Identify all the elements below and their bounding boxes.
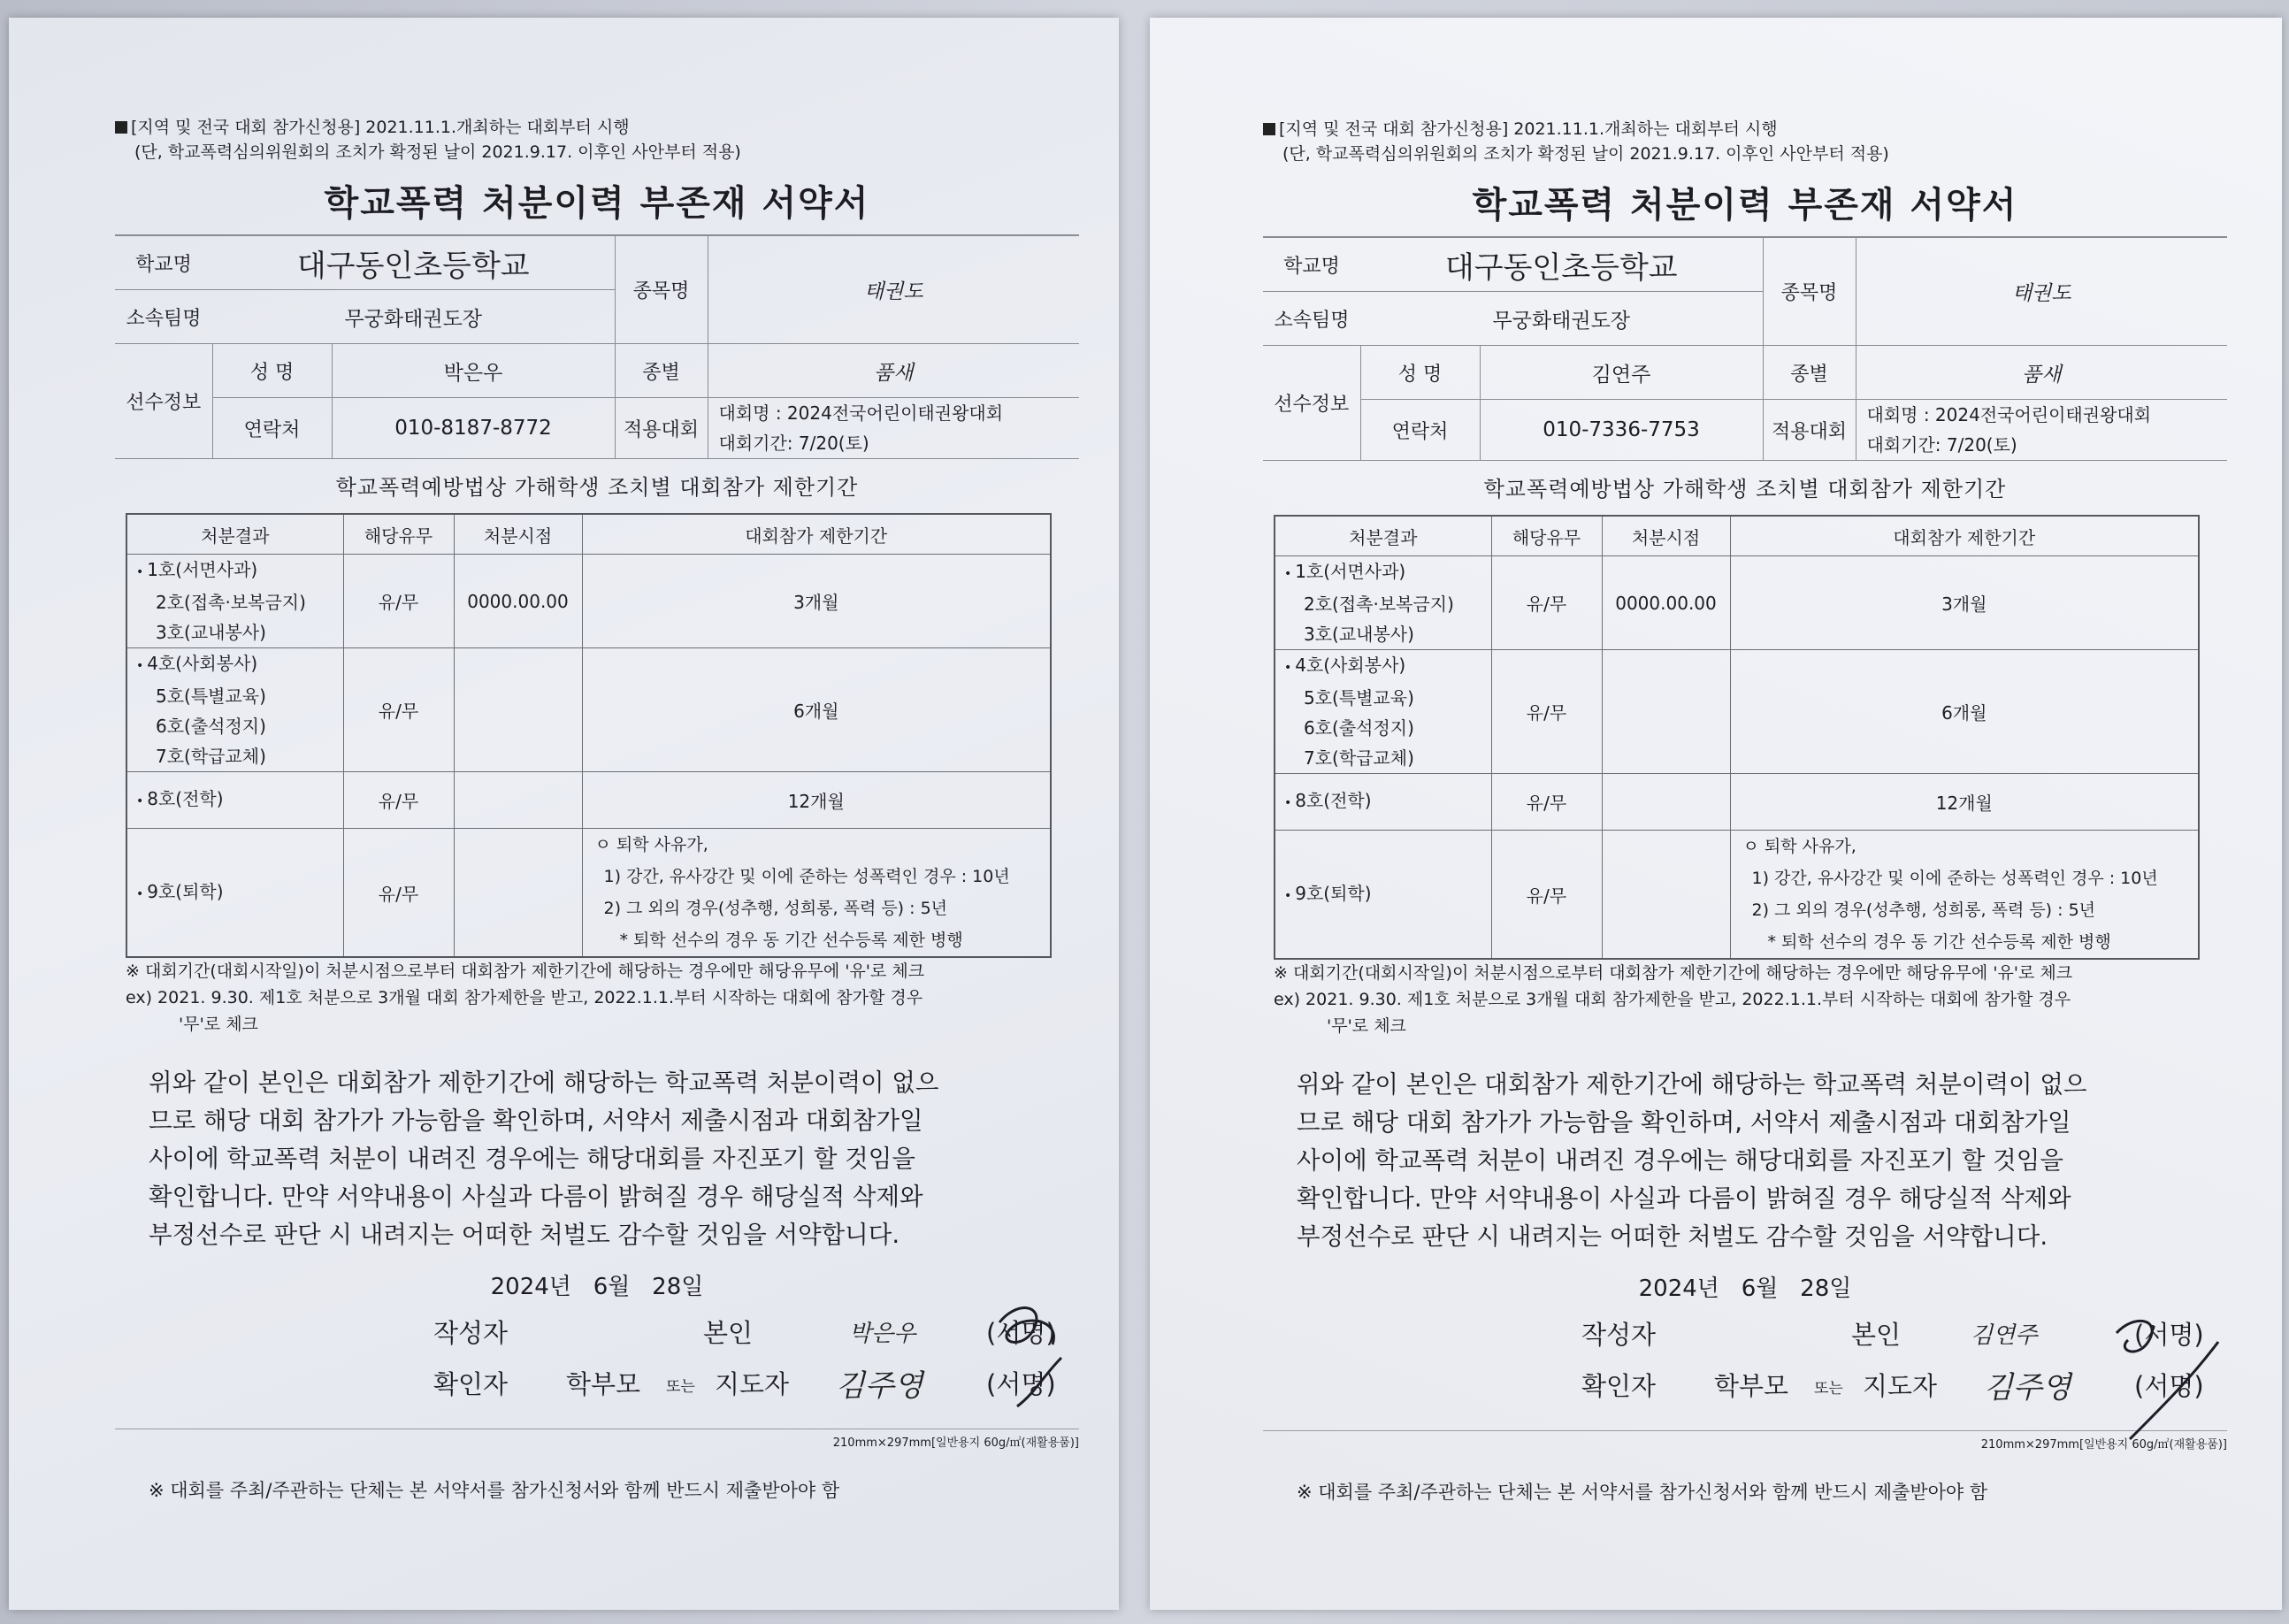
label-name: 성 명 bbox=[212, 344, 332, 398]
result-cell: • 8호(전학) bbox=[1275, 774, 1491, 831]
school-name: 대구동인초등학교 bbox=[1360, 237, 1763, 292]
yes-no-cell: 유/무 bbox=[1491, 556, 1602, 650]
date-cell bbox=[454, 829, 582, 958]
meet-period: 대회기간: 7/20(토) bbox=[718, 433, 869, 454]
info-table bbox=[115, 234, 1079, 459]
result-cell: • 1호(서면사과) 2호(접촉·보복금지) 3호(교내봉사) bbox=[126, 555, 343, 648]
label-contact: 연락처 bbox=[1360, 400, 1480, 461]
meet-info bbox=[708, 398, 1079, 459]
seal-mark-coach: (서명) bbox=[2134, 1371, 2204, 1401]
yes-no-cell: 유/무 bbox=[1491, 774, 1602, 831]
yes-no-cell: 유/무 bbox=[1491, 831, 1602, 960]
date-cell: 0000.00.00 bbox=[454, 555, 582, 648]
pledge-text: 위와 같이 본인은 대회참가 제한기간에 해당하는 학교폭력 처분이력이 없으 므로 해당 대회 참가가 가능함을 확인하며, 서약서 제출시점과 대회참가일 사이에 학교폭력 처분이 내려진 경우에는 해당대회를 자진포기 할 것임을 확인합니다. 만약 서약내용이 사실과 다름이 밝혀질 경우 해당실적 삭제와 부정선수로 판단 시 내려지는 어떠한 처벌도 감수할 것임을 서약합니다. bbox=[149, 1069, 939, 1249]
limit-cell: 3개월 bbox=[1730, 556, 2199, 650]
result-cell: • 8호(전학) bbox=[126, 772, 343, 829]
limit-cell: 3개월 bbox=[582, 555, 1051, 648]
pledge-text: 위와 같이 본인은 대회참가 제한기간에 해당하는 학교폭력 처분이력이 없으 므로 해당 대회 참가가 가능함을 확인하며, 서약서 제출시점과 대회참가일 사이에 학교폭력 처분이 내려진 경우에는 해당대회를 자진포기 할 것임을 확인합니다. 만약 서약내용이 사실과 다름이 밝혀질 경우 해당실적 삭제와 부정선수로 판단 시 내려지는 어떠한 처벌도 감수할 것임을 서약합니다. bbox=[1297, 1070, 2087, 1251]
label-applied-meet: 적용대회 bbox=[1763, 400, 1856, 461]
yes-no-cell: 유/무 bbox=[343, 772, 454, 829]
table-row bbox=[126, 555, 1051, 648]
handwritten-self-name: 김연주 bbox=[1971, 1322, 2038, 1349]
footer-note: ※ 대회를 주최/주관하는 단체는 본 서약서를 참가신청서와 함께 반드시 제출받아야 함 bbox=[1297, 1482, 1988, 1503]
label-event: 종목명 bbox=[1763, 237, 1856, 346]
label-or: 또는 bbox=[1814, 1380, 1843, 1398]
label-player-info: 선수정보 bbox=[1263, 346, 1360, 461]
paper-spec: 210mm×297mm[일반용지 60g/㎡(재활용품)] bbox=[115, 1429, 1079, 1450]
seal-mark-self: (서명) bbox=[986, 1318, 1056, 1348]
paper-spec: 210mm×297mm[일반용지 60g/㎡(재활용품)] bbox=[1263, 1430, 2227, 1452]
restriction-subtitle: 학교폭력예방법상 가해학생 조치별 대회참가 제한기간 bbox=[335, 475, 859, 500]
team-name: 무궁화태권도장 bbox=[212, 290, 615, 344]
col-header-result: 처분결과 bbox=[126, 514, 343, 555]
table-row bbox=[1275, 831, 2199, 960]
handwritten-coach-name: 김주영 bbox=[1984, 1370, 2071, 1406]
label-coach: 지도자 bbox=[715, 1369, 790, 1399]
date-cell bbox=[1602, 774, 1730, 831]
category-value: 품새 bbox=[708, 344, 1079, 398]
table-row bbox=[1275, 650, 2199, 774]
discipline-table bbox=[126, 513, 1052, 958]
seal-mark-coach: (서명) bbox=[986, 1369, 1056, 1399]
label-coach: 지도자 bbox=[1863, 1371, 1938, 1401]
yes-no-cell: 유/무 bbox=[343, 829, 454, 958]
category-value: 품새 bbox=[1856, 346, 2227, 400]
table-row bbox=[126, 772, 1051, 829]
pledge-form-left bbox=[9, 18, 1119, 1610]
label-name: 성 명 bbox=[1360, 346, 1480, 400]
date-cell bbox=[1602, 650, 1730, 774]
limit-cell: 6개월 bbox=[1730, 650, 2199, 774]
handwritten-self-name: 박은우 bbox=[849, 1321, 916, 1347]
restriction-subtitle: 학교폭력예방법상 가해학생 조치별 대회참가 제한기간 bbox=[1483, 477, 2007, 502]
label-team: 소속팀명 bbox=[1263, 292, 1360, 346]
limit-detail-cell: ㅇ 퇴학 사유가, 1) 강간, 유사강간 및 이에 준하는 성폭력인 경우 : 10년 2) 그 외의 경우(성추행, 성희롱, 폭력 등) : 5년 * 퇴학 선수의 경우 동 기간 선수등록 제한 병행 bbox=[582, 829, 1051, 958]
label-school: 학교명 bbox=[1263, 237, 1360, 292]
meet-name: 대회명 : 2024전국어린이태권왕대회 bbox=[1866, 404, 2152, 425]
limit-cell: 6개월 bbox=[582, 648, 1051, 772]
result-cell: • 9호(퇴학) bbox=[126, 829, 343, 958]
label-writer: 작성자 bbox=[1581, 1320, 1657, 1350]
signature-scribble-icon bbox=[2094, 1306, 2227, 1457]
result-cell: • 4호(사회봉사) 5호(특별교육) 6호(출석정지) 7호(학급교체) bbox=[1275, 650, 1491, 774]
label-applied-meet: 적용대회 bbox=[615, 398, 708, 459]
yes-no-cell: 유/무 bbox=[1491, 650, 1602, 774]
table-row bbox=[1275, 556, 2199, 650]
player-name: 김연주 bbox=[1480, 346, 1763, 400]
handwritten-coach-name: 김주영 bbox=[836, 1368, 923, 1404]
square-bullet-icon bbox=[1263, 123, 1275, 135]
info-table bbox=[1263, 236, 2227, 461]
player-name: 박은우 bbox=[332, 344, 615, 398]
team-name: 무궁화태권도장 bbox=[1360, 292, 1763, 346]
sign-date: 2024년 6월 28일 bbox=[1638, 1275, 1852, 1302]
label-event: 종목명 bbox=[615, 235, 708, 344]
label-category: 종별 bbox=[615, 344, 708, 398]
limit-cell: 12개월 bbox=[1730, 774, 2199, 831]
table-row bbox=[1275, 774, 2199, 831]
label-or: 또는 bbox=[666, 1378, 695, 1396]
document-title: 학교폭력 처분이력 부존재 서약서 bbox=[324, 183, 870, 224]
label-self: 본인 bbox=[703, 1318, 754, 1348]
label-player-info: 선수정보 bbox=[115, 344, 212, 459]
table-row bbox=[126, 648, 1051, 772]
signature-area bbox=[115, 1314, 1079, 1420]
seal-mark-self: (서명) bbox=[2134, 1320, 2204, 1350]
event-value: 태권도 bbox=[1856, 237, 2227, 346]
label-team: 소속팀명 bbox=[115, 290, 212, 344]
col-header-limit: 대회참가 제한기간 bbox=[582, 514, 1051, 555]
table-row bbox=[126, 829, 1051, 958]
result-cell: • 4호(사회봉사) 5호(특별교육) 6호(출석정지) 7호(학급교체) bbox=[126, 648, 343, 772]
result-cell: • 1호(서면사과) 2호(접촉·보복금지) 3호(교내봉사) bbox=[1275, 556, 1491, 650]
label-school: 학교명 bbox=[115, 235, 212, 290]
label-writer: 작성자 bbox=[433, 1318, 509, 1348]
col-header-date: 처분시점 bbox=[454, 514, 582, 555]
date-cell bbox=[454, 648, 582, 772]
col-header-limit: 대회참가 제한기간 bbox=[1730, 516, 2199, 556]
signature-scribble-icon bbox=[982, 1296, 1088, 1420]
date-cell: 0000.00.00 bbox=[1602, 556, 1730, 650]
school-name: 대구동인초등학교 bbox=[212, 235, 615, 290]
label-parent: 학부모 bbox=[1714, 1371, 1789, 1401]
notes: ※ 대회기간(대회시작일)이 처분시점으로부터 대회참가 제한기간에 해당하는 경우에만 해당유무에 '유'로 체크 ex) 2021. 9.30. 제1호 처분으로 3개월 대회 참가제한을 받고, 2022.1.1.부터 시작하는 대회에 참가할 경우 '무'로 체크 bbox=[1274, 963, 2073, 1036]
square-bullet-icon bbox=[115, 121, 127, 134]
header-line-1: [지역 및 전국 대회 참가신청용] 2021.11.1.개최하는 대회부터 시행 bbox=[1263, 117, 2227, 142]
col-header-result: 처분결과 bbox=[1275, 516, 1491, 556]
pledge-form-right bbox=[1150, 18, 2282, 1610]
meet-name: 대회명 : 2024전국어린이태권왕대회 bbox=[718, 402, 1004, 424]
sign-date: 2024년 6월 28일 bbox=[490, 1274, 704, 1300]
meet-info bbox=[1856, 400, 2227, 461]
date-cell bbox=[454, 772, 582, 829]
limit-detail-cell: ㅇ 퇴학 사유가, 1) 강간, 유사강간 및 이에 준하는 성폭력인 경우 : 10년 2) 그 외의 경우(성추행, 성희롱, 폭력 등) : 5년 * 퇴학 선수의 경우 동 기간 선수등록 제한 병행 bbox=[1730, 831, 2199, 960]
date-cell bbox=[1602, 831, 1730, 960]
footer-note: ※ 대회를 주최/주관하는 단체는 본 서약서를 참가신청서와 함께 반드시 제출받아야 함 bbox=[149, 1480, 840, 1501]
header-line-1: [지역 및 전국 대회 참가신청용] 2021.11.1.개최하는 대회부터 시행 bbox=[115, 115, 1079, 140]
header-line-2: (단, 학교폭력심의위원회의 조치가 확정된 날이 2021.9.17. 이후인 사안부터 적용) bbox=[1282, 144, 1889, 164]
meet-period: 대회기간: 7/20(토) bbox=[1866, 434, 2017, 456]
header-line-2: (단, 학교폭력심의위원회의 조치가 확정된 날이 2021.9.17. 이후인 사안부터 적용) bbox=[134, 142, 741, 162]
notes: ※ 대회기간(대회시작일)이 처분시점으로부터 대회참가 제한기간에 해당하는 경우에만 해당유무에 '유'로 체크 ex) 2021. 9.30. 제1호 처분으로 3개월 대회 참가제한을 받고, 2022.1.1.부터 시작하는 대회에 참가할 경우 '무'로 체크 bbox=[126, 961, 925, 1034]
col-header-date: 처분시점 bbox=[1602, 516, 1730, 556]
label-confirmer: 확인자 bbox=[1581, 1371, 1657, 1401]
label-self: 본인 bbox=[1851, 1320, 1902, 1350]
result-cell: • 9호(퇴학) bbox=[1275, 831, 1491, 960]
discipline-table bbox=[1274, 515, 2200, 960]
player-phone: 010-8187-8772 bbox=[332, 398, 615, 459]
label-confirmer: 확인자 bbox=[433, 1369, 509, 1399]
player-phone: 010-7336-7753 bbox=[1480, 400, 1763, 461]
document-title: 학교폭력 처분이력 부존재 서약서 bbox=[1472, 185, 2018, 226]
label-contact: 연락처 bbox=[212, 398, 332, 459]
limit-cell: 12개월 bbox=[582, 772, 1051, 829]
signature-area bbox=[1263, 1315, 2227, 1421]
label-category: 종별 bbox=[1763, 346, 1856, 400]
label-parent: 학부모 bbox=[566, 1369, 641, 1399]
event-value: 태권도 bbox=[708, 235, 1079, 344]
col-header-yes-no: 해당유무 bbox=[1491, 516, 1602, 556]
yes-no-cell: 유/무 bbox=[343, 648, 454, 772]
yes-no-cell: 유/무 bbox=[343, 555, 454, 648]
col-header-yes-no: 해당유무 bbox=[343, 514, 454, 555]
